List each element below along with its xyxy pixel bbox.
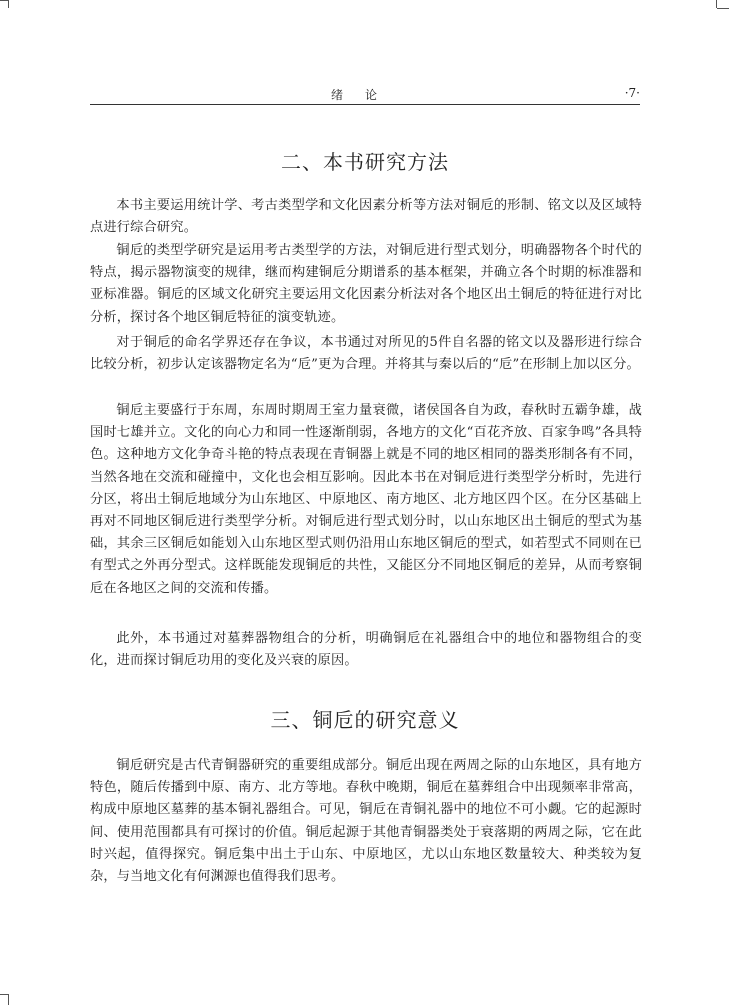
crop-mark-top-left (0, 0, 8, 1)
section-heading-methods: 二、本书研究方法 (281, 150, 449, 174)
running-header (90, 84, 640, 104)
paragraph: 铜卮研究是古代青铜器研究的重要组成部分。铜卮出现在两周之际的山东地区，具有地方特色，随后传播到中原、南方、北方等地。春秋中晚期，铜卮在墓葬组合中出现频率非常高，构成中原地区墓葬的基本铜礼器组合。可见，铜卮在青铜礼器中的地位不可小觑。它的起源时间、使用范围都具有可探讨的价值。铜卮起源于其他青铜器类处于衰落期的两周之际，它在此时兴起，值得探究。铜卮集中出土于山东、中原地区，尤以山东地区数量较大、种类较为复杂，与当地文化有何渊源也值得我们思考。 (90, 758, 642, 885)
paragraph: 对于铜卮的命名学界还存在争议，本书通过对所见的5件自名器的铭文以及器形进行综合比较分析，初步认定该器物定名为“卮”更为合理。并将其与秦以后的“卮”在形制上加以区分。 (90, 335, 642, 373)
crop-mark-bottom-left (8, 994, 9, 1005)
section-heading-significance: 三、铜卮的研究意义 (270, 708, 460, 732)
crop-mark-top-right (716, 0, 717, 8)
crop-mark-bottom-left-h (0, 994, 8, 995)
header-rule (90, 104, 640, 105)
paragraph: 铜卮主要盛行于东周，东周时期周王室力量衰微，诸侯国各自为政，春秋时五霸争雄，战国时七雄并立。文化的向心力和同一性逐渐削弱，各地方的文化“百花齐放、百家争鸣”各具特色。这种地方文化争奇斗艳的特点表现在青铜器上就是不同的地区相同的器类形制各有不同，当然各地在交流和碰撞中，文化也会相互影响。因此本书在对铜卮进行类型学分析时，先进行分区，将出土铜卮地域分为山东地区、中原地区、南方地区、北方地区四个区。在分区基础上再对不同地区铜卮进行类型学分析。对铜卮进行型式划分时，以山东地区出土铜卮的型式为基础，其余三区铜卮如能划入山东地区型式则仍沿用山东地区铜卮的型式，如若型式不同则在已有型式之外再分型式。这样既能发现铜卮的共性，又能区分不同地区铜卮的差异，从而考察铜卮在各地区之间的交流和传播。 (90, 403, 642, 596)
paragraph: 铜卮的类型学研究是运用考古类型学的方法，对铜卮进行型式划分，明确器物各个时代的特点，揭示器物演变的规律，继而构建铜卮分期谱系的基本框架，并确立各个时期的标准器和亚标准器。铜卮的区域文化研究主要运用文化因素分析法对各个地区出土铜卮的特征进行对比分析，探讨各个地区铜卮特征的演变轨迹。 (90, 243, 642, 325)
crop-mark-top-left-v (8, 0, 9, 8)
paragraph: 本书主要运用统计学、考古类型学和文化因素分析等方法对铜卮的形制、铭文以及区域特点进行综合研究。 (90, 198, 642, 236)
page-number: ·7· (624, 86, 640, 100)
crop-mark-top-right-h (717, 8, 729, 9)
paragraph: 此外，本书通过对墓葬器物组合的分析，明确铜卮在礼器组合中的地位和器物组合的变化，进而探讨铜卮功用的变化及兴衰的原因。 (90, 631, 642, 669)
chapter-title: 绪论 (330, 88, 399, 102)
